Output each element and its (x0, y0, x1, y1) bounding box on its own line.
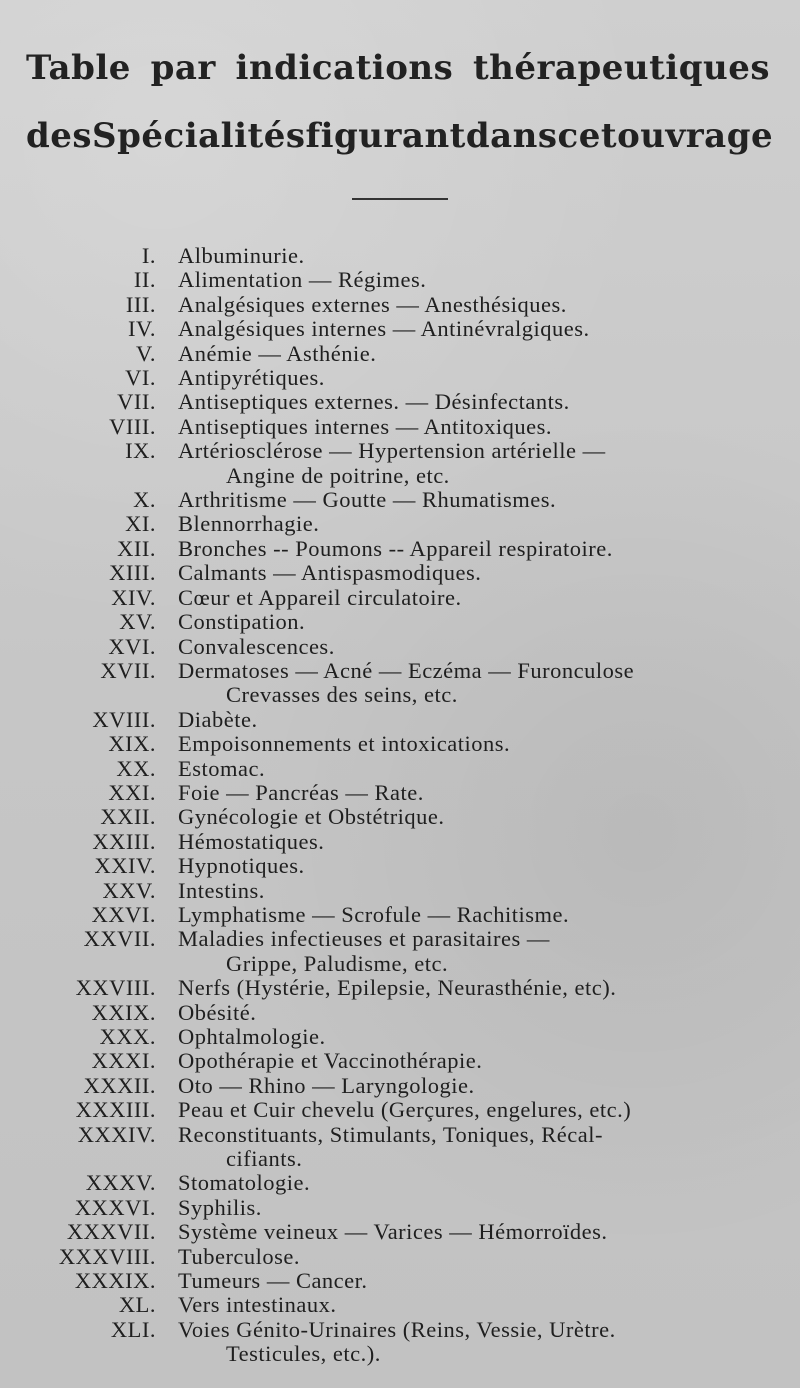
list-item (0, 1220, 800, 1244)
roman-numeral: XV. (119, 609, 156, 635)
entry-text-block (156, 635, 756, 659)
entry-text-block (156, 1196, 756, 1220)
entry-text-block (156, 732, 756, 756)
list-item (0, 805, 800, 829)
entry-text: Estomac. (178, 755, 266, 781)
entry-text-block (156, 1049, 756, 1073)
roman-numeral: XIII. (109, 560, 156, 586)
entry-text-block (156, 586, 756, 610)
entry-text-block (156, 1269, 756, 1293)
roman-numeral: XXV. (102, 877, 156, 903)
entry-text-block (156, 1220, 756, 1244)
entry-text-block (156, 976, 756, 1000)
entry-text-block (156, 1171, 756, 1195)
entry-text: Antiseptiques internes — Antitoxiques. (178, 413, 552, 439)
roman-numeral: XXIV. (94, 853, 156, 879)
entry-text-block (156, 1098, 756, 1122)
roman-numeral: XVIII. (92, 706, 156, 732)
roman-numeral: XVI. (108, 633, 156, 659)
roman-numeral: XXVII. (83, 926, 156, 952)
entry-text: Cœur et Appareil circulatoire. (178, 584, 462, 610)
entry-text-block (156, 293, 756, 317)
entry-text: Oto — Rhino — Laryngologie. (178, 1072, 475, 1098)
entry-text: Nerfs (Hystérie, Epilepsie, Neurasthénie, etc). (178, 975, 617, 1001)
roman-numeral: XVII. (100, 657, 156, 683)
entry-text-block (156, 830, 756, 854)
entry-text: Maladies infectieuses et parasitaires — (178, 926, 550, 952)
list-item (0, 854, 800, 878)
list-item (0, 757, 800, 781)
list-item (0, 1245, 800, 1269)
entry-text-block (156, 1318, 756, 1367)
roman-numeral: XXVIII. (75, 975, 156, 1001)
entry-text: Voies Génito-Urinaires (Reins, Vessie, Urètre. (178, 1316, 616, 1342)
entry-text: Hypnotiques. (178, 853, 305, 879)
entry-text: Hémostatiques. (178, 828, 325, 854)
roman-numeral: XXXIX. (74, 1268, 156, 1294)
entry-text: Analgésiques externes — Anesthésiques. (178, 291, 567, 317)
title-word: cet (557, 116, 618, 156)
entry-text-block (156, 903, 756, 927)
list-item (0, 635, 800, 659)
entry-text-block (156, 1025, 756, 1049)
roman-numeral: XLI. (110, 1316, 156, 1342)
roman-numeral: XXVI. (91, 901, 156, 927)
entry-text: Convalescences. (178, 633, 335, 659)
list-item (0, 903, 800, 927)
entry-continuation: Angine de poitrine, etc. (226, 462, 450, 488)
entry-text: Peau et Cuir chevelu (Gerçures, engelures, etc.) (178, 1097, 632, 1123)
roman-numeral: XXXIII. (75, 1097, 156, 1123)
entry-text: Gynécologie et Obstétrique. (178, 804, 445, 830)
list-item (0, 390, 800, 414)
title-word: Table (26, 48, 131, 88)
entry-continuation: Grippe, Paludisme, etc. (226, 950, 449, 976)
roman-numeral: XI. (125, 511, 156, 537)
roman-numeral: XXXVIII. (58, 1243, 156, 1269)
roman-numeral: VII. (117, 389, 156, 415)
entry-text-block (156, 268, 756, 292)
entry-text: Reconstituants, Stimulants, Toniques, Récal- (178, 1121, 603, 1147)
list-item (0, 1293, 800, 1317)
list-item (0, 610, 800, 634)
entry-text: Alimentation — Régimes. (178, 267, 427, 293)
list-item (0, 1196, 800, 1220)
entry-text: Ophtalmologie. (178, 1024, 326, 1049)
entry-text: Lymphatisme — Scrofule — Rachitisme. (178, 901, 570, 927)
entry-text: Arthritisme — Goutte — Rhumatismes. (178, 487, 557, 513)
entry-text-block (156, 1123, 756, 1172)
roman-numeral: IV. (128, 316, 156, 342)
entry-text-block (156, 342, 756, 366)
title-divider (352, 198, 448, 200)
entry-text-block (156, 927, 756, 976)
title-word: figurant (305, 116, 466, 156)
list-item (0, 268, 800, 292)
entry-text: Tumeurs — Cancer. (178, 1268, 368, 1294)
roman-numeral: XXXI. (91, 1048, 156, 1074)
list-item (0, 1171, 800, 1195)
entry-text: Foie — Pancréas — Rate. (178, 779, 424, 805)
list-item (0, 244, 800, 268)
entry-text-block (156, 512, 756, 536)
entry-text: Albuminurie. (178, 243, 305, 268)
title-word: des (26, 116, 93, 156)
entry-text: Calmants — Antispasmodiques. (178, 560, 482, 586)
list-item (0, 781, 800, 805)
title-word: indications (235, 48, 454, 88)
roman-numeral: XXXVI. (74, 1194, 156, 1220)
entry-text-block (156, 757, 756, 781)
roman-numeral: III. (125, 291, 156, 317)
entry-text-block (156, 708, 756, 732)
roman-numeral: X. (133, 487, 156, 513)
roman-numeral: VI. (125, 365, 156, 391)
list-item (0, 488, 800, 512)
title-word: thérapeutiques (472, 48, 770, 88)
entry-text-block (156, 610, 756, 634)
entry-text: Empoisonnements et intoxications. (178, 731, 511, 757)
roman-numeral: II. (133, 267, 156, 293)
entry-text: Anémie — Asthénie. (178, 340, 377, 366)
entry-text-block (156, 244, 756, 268)
entry-text-block (156, 390, 756, 414)
list-item (0, 708, 800, 732)
list-item (0, 317, 800, 341)
entry-text-block (156, 879, 756, 903)
entry-text: Analgésiques internes — Antinévralgiques. (178, 316, 590, 342)
list-item (0, 1098, 800, 1122)
list-item (0, 342, 800, 366)
roman-numeral: XIX. (108, 731, 156, 757)
indications-list (0, 244, 800, 1367)
entry-text-block (156, 488, 756, 512)
roman-numeral: XL. (118, 1292, 156, 1318)
list-item (0, 1074, 800, 1098)
entry-text-block (156, 1074, 756, 1098)
roman-numeral: XXII. (100, 804, 156, 830)
entry-continuation: cifiants. (226, 1146, 303, 1172)
list-item (0, 1318, 800, 1367)
entry-text-block (156, 415, 756, 439)
entry-text: Bronches -- Poumons -- Appareil respiratoire. (178, 535, 613, 561)
entry-text-block (156, 781, 756, 805)
entry-text-block (156, 317, 756, 341)
list-item (0, 512, 800, 536)
title-word: Spécialités (92, 116, 306, 156)
roman-numeral: XXXII. (83, 1072, 156, 1098)
entry-text: Système veineux — Varices — Hémorroïdes. (178, 1219, 608, 1245)
roman-numeral: XXX. (99, 1024, 156, 1049)
entry-text: Constipation. (178, 609, 306, 635)
entry-text-block (156, 561, 756, 585)
entry-text-block (156, 366, 756, 390)
roman-numeral: XXXIV. (77, 1121, 156, 1147)
roman-numeral: IX. (125, 438, 156, 464)
list-item (0, 879, 800, 903)
entry-continuation: Testicules, etc.). (226, 1341, 381, 1367)
list-item (0, 415, 800, 439)
entry-continuation: Crevasses des seins, etc. (226, 682, 458, 708)
list-item (0, 732, 800, 756)
entry-text: Artériosclérose — Hypertension artérielle — (178, 438, 606, 464)
entry-text-block (156, 1245, 756, 1269)
entry-text: Diabète. (178, 706, 258, 732)
entry-text: Vers intestinaux. (178, 1292, 337, 1318)
entry-text: Blennorrhagie. (178, 511, 320, 537)
roman-numeral: I. (141, 243, 156, 268)
list-item (0, 1123, 800, 1172)
list-item (0, 830, 800, 854)
title-word: dans (465, 116, 558, 156)
entry-text: Tuberculose. (178, 1243, 301, 1269)
title-word: ouvrage (617, 116, 774, 156)
title-word: par (150, 48, 216, 88)
entry-text: Antipyrétiques. (178, 365, 325, 391)
entry-text-block (156, 1001, 756, 1025)
list-item (0, 1001, 800, 1025)
list-item (0, 561, 800, 585)
title-line-2 (26, 116, 774, 156)
list-item (0, 1025, 800, 1049)
entry-text-block (156, 537, 756, 561)
list-item (0, 976, 800, 1000)
entry-text: Syphilis. (178, 1194, 262, 1220)
roman-numeral: V. (136, 340, 156, 366)
entry-text: Dermatoses — Acné — Eczéma — Furonculose (178, 657, 635, 683)
entry-text-block (156, 854, 756, 878)
entry-text-block (156, 1293, 756, 1317)
list-item (0, 537, 800, 561)
roman-numeral: XII. (117, 535, 156, 561)
title-line-1 (26, 48, 770, 88)
roman-numeral: XX. (116, 755, 156, 781)
entry-text: Stomatologie. (178, 1170, 311, 1196)
entry-text: Obésité. (178, 999, 257, 1025)
roman-numeral: XXXV. (85, 1170, 156, 1196)
entry-text: Intestins. (178, 877, 265, 903)
entry-text: Opothérapie et Vaccinothérapie. (178, 1048, 483, 1074)
list-item (0, 927, 800, 976)
entry-text-block (156, 439, 756, 488)
list-item (0, 1269, 800, 1293)
roman-numeral: XXI. (108, 779, 156, 805)
roman-numeral: XXIX. (91, 999, 156, 1025)
roman-numeral: VIII. (109, 413, 156, 439)
list-item (0, 1049, 800, 1073)
roman-numeral: XXIII. (92, 828, 156, 854)
entry-text-block (156, 659, 756, 708)
list-item (0, 659, 800, 708)
roman-numeral: XXXVII. (66, 1219, 156, 1245)
list-item (0, 293, 800, 317)
list-item (0, 439, 800, 488)
roman-numeral: XIV. (111, 584, 156, 610)
list-item (0, 366, 800, 390)
list-item (0, 586, 800, 610)
entry-text-block (156, 805, 756, 829)
entry-text: Antiseptiques externes. — Désinfectants. (178, 389, 570, 415)
